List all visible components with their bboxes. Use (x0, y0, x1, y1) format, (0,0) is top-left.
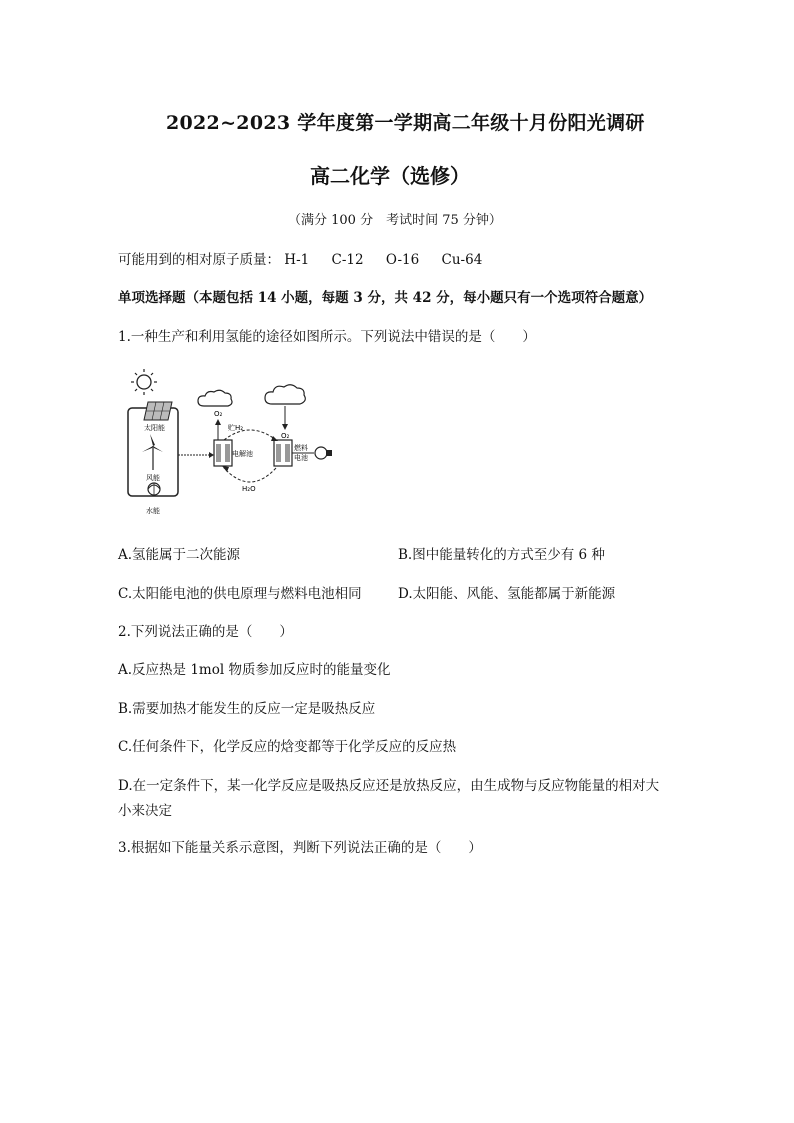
solar-panel-icon (144, 402, 172, 420)
question-1-option-d: D.太阳能、风能、氢能都属于新能源 (398, 586, 616, 602)
o2-right-label: O₂ (281, 432, 290, 440)
fuel-cell-label-1: 燃料 (294, 444, 308, 452)
atomic-masses-label: 可能用到的相对原子质量： (118, 252, 280, 268)
hydrogen-energy-diagram (118, 368, 350, 520)
solar-label: 太阳能 (144, 424, 165, 432)
atomic-mass-item: H-1 (284, 252, 310, 268)
h2o-label: H₂O (242, 485, 256, 493)
question-2-option-c: C.任何条件下，化学反应的焓变都等于化学反应的反应热 (118, 739, 457, 755)
atomic-mass-item: C-12 (331, 252, 364, 268)
question-2-option-d-continued: 小来决定 (118, 803, 172, 819)
electrolysis-label: 电解池 (232, 450, 253, 458)
cloud-icon (198, 390, 232, 406)
question-1-option-c: C.太阳能电池的供电原理与燃料电池相同 (118, 586, 362, 602)
sun-icon (131, 369, 157, 395)
water-label: 水能 (146, 507, 160, 515)
atomic-mass-item: Cu-64 (441, 252, 483, 268)
exam-title: 2022~2023 学年度第一学期高二年级十月份阳光调研 (166, 112, 645, 134)
fuel-cell-label-2: 电池 (294, 454, 308, 462)
section-heading: 单项选择题（本题包括 14 小题，每题 3 分，共 42 分，每小题只有一个选项符合题意） (118, 290, 653, 306)
question-1-option-a: A.氢能属于二次能源 (118, 547, 241, 563)
fuel-cell (274, 440, 292, 466)
wind-turbine-icon (142, 434, 163, 470)
exam-info: （满分 100 分 考试时间 75 分钟） (288, 213, 502, 228)
question-1-option-b: B.图中能量转化的方式至少有 6 种 (398, 547, 605, 563)
o2-left-label: O₂ (214, 410, 223, 418)
question-1-stem: 1.一种生产和利用氢能的途径如图所示。下列说法中错误的是（ ） (118, 329, 536, 345)
subject-title: 高二化学（选修） (310, 164, 470, 188)
atomic-mass-item: O-16 (385, 252, 420, 268)
cloud-icon (265, 385, 305, 404)
electrolysis-cell (214, 440, 232, 466)
question-2-stem: 2.下列说法正确的是（ ） (118, 624, 293, 640)
atomic-masses (118, 248, 482, 268)
wind-label: 风能 (146, 474, 160, 482)
question-3-stem: 3.根据如下能量关系示意图，判断下列说法正确的是（ ） (118, 840, 482, 856)
light-bulb-icon (315, 447, 332, 459)
question-2-option-d: D.在一定条件下，某一化学反应是吸热反应还是放热反应，由生成物与反应物能量的相对大 (118, 778, 660, 794)
question-2-option-b: B.需要加热才能发生的反应一定是吸热反应 (118, 701, 376, 717)
h2-storage-label: 贮H₂ (228, 424, 244, 432)
water-wheel-icon (148, 483, 160, 495)
question-2-option-a: A.反应热是 1mol 物质参加反应时的能量变化 (118, 662, 391, 678)
